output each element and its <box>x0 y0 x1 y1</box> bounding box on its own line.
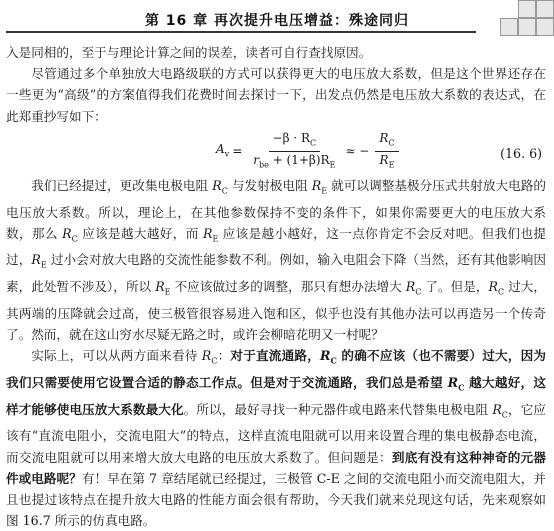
page-header <box>0 0 554 34</box>
deco-square <box>500 18 518 36</box>
paragraph-2: 尽管通过多个单独放大电路级联的方式可以获得更大的电压放大系数，但是这个世界还存在一些更为“高级”的方案值得我们花费时间去探讨一下，出发点仍然是电压放大系数的表达式，在此郑重抄写如下： <box>6 66 546 124</box>
header-rule <box>6 31 476 33</box>
paragraph-4: 实际上，可以从两方面来看待 $R_C$：对于直流通路，$R_C$ 的确不应该（也不需要）过大，因为我们只需要使用它设置合适的静态工作点。但是对于交流通路，我们总是希望 $R_C$ 越大越好，这样才能够使电压放大系数最大化。所以，最好寻找一种元器件或电路来代替集电极电阻 $R_C$，它应该有“直流电阻小，交流电阻大”的特点，这样直流电阻就可以用来设置合理的集电极静态电流，而交流电阻就可以用来增大放大电路的电压放大系数了。但问题是：到底有没有这种神奇的元器件或电路呢？有！早在第 7 章结尾就已经提过，三极管 C-E 之间的交流电阻小而交流电阻大，并且也提过该特点在提升放大电路的性能方面会很有帮助，今天我们就来兑现这句话，先来观察如图 16.7 所示的仿真电路。 <box>6 348 547 529</box>
deco-square <box>518 18 536 36</box>
deco-square <box>536 18 554 36</box>
equation-fraction-1: $\frac{-\beta \cdot R_C}{r_{be} + (1+\beta)R_E}$ <box>253 130 336 170</box>
deco-square <box>518 0 536 18</box>
chapter-title: 第 16 章 再次提升电压增益：殊途同归 <box>144 13 410 29</box>
equation-fraction-2: $\frac{R_C}{R_E}$ <box>375 131 398 173</box>
page-body <box>6 42 546 531</box>
paragraph-3: 我们已经提过，更改集电极电阻 $R_C$ 与发射极电阻 $R_E$ 就可以调整基极分压式共射放大电路的电压放大系数。所以，理论上，在其他参数保持不变的条件下，如果你需要更大的电压放大系数，那么 $R_C$ 应该是越大越好，而 $R_E$ 应该是越小越好，这一点你肯定不会反对吧。但我们也提过，$R_E$ 过小会对放大电路的交流性能参数不利。例如，输入电阻会下降（当然，还有其他影响因素，此处暂不涉及），所以 $R_E$ 不应该做过多的调整，那只有想办法增大 $R_C$ 了。但是，$R_C$ 过大，其两端的压降就会过高，使三极管很容易进入饱和区，似乎也没有其他办法可以再造另一个传奇了。然而，就在这山穷水尽疑无路之时，或许会柳暗花明又一村呢？ <box>6 177 546 343</box>
equation-number: (16. 6) <box>500 145 542 161</box>
equation-16-6 <box>6 129 546 173</box>
equation-body: $A_v$ = $\frac{-\beta \cdot R_C}{r_{be} + (1+\beta)R_E}$ ≈ − $\frac{R_C}{R_E}$ <box>216 131 403 173</box>
header-decoration <box>474 0 554 44</box>
deco-square <box>536 0 554 18</box>
paragraph-1: 入是同相的，至于与理论计算之间的误差，读者可自行查找原因。 <box>6 45 372 60</box>
